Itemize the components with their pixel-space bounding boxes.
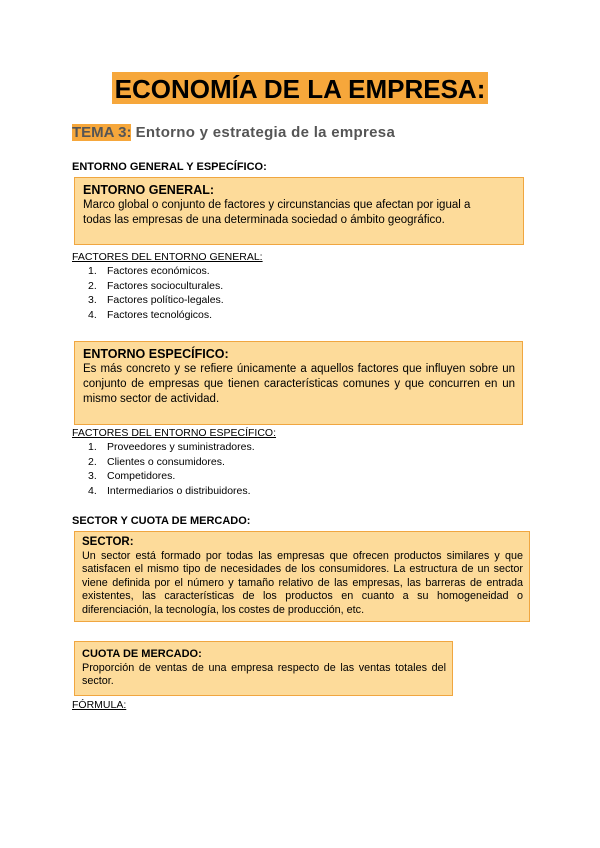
list-item: 2. Clientes o consumidores. bbox=[88, 455, 225, 468]
box-text: Es más concreto y se refiere únicamente a aquellos factores que influyen sobre un conjunto de empresas que tienen características comunes y que concurren en un mismo sector de actividad. bbox=[83, 363, 515, 405]
subheading-factores-general: FACTORES DEL ENTORNO GENERAL: bbox=[72, 251, 263, 263]
section-heading-sector: SECTOR Y CUOTA DE MERCADO: bbox=[72, 515, 251, 527]
definition-box-sector bbox=[74, 531, 530, 622]
definition-box-cuota bbox=[74, 641, 453, 696]
box-line-1: Marco global o conjunto de factores y circunstancias que afectan por igual a bbox=[83, 199, 471, 211]
box-title-sector: SECTOR: bbox=[82, 536, 134, 548]
box-title-cuota: CUOTA DE MERCADO: bbox=[82, 648, 202, 660]
section-heading-entorno: ENTORNO GENERAL Y ESPECÍFICO: bbox=[72, 161, 267, 173]
topic-heading bbox=[72, 124, 395, 141]
list-item: 1. Factores económicos. bbox=[88, 265, 210, 277]
topic-label: TEMA 3: bbox=[72, 124, 132, 141]
box-text: Un sector está formado por todas las empresas que ofrecen productos similares y que satisfacen el mismo tipo de necesidades de los consumidores. La estructura de un sector viene definida por el número y tamaño relativo de las empresas, las barreras de entrada existentes, las características de los productos en cuanto a su homogeneidad o diferenciación, la tecnología, los costes de producción, etc. bbox=[82, 549, 523, 616]
document-title: ECONOMÍA DE LA EMPRESA: bbox=[112, 72, 489, 104]
list-item: 3. Competidores. bbox=[88, 470, 176, 482]
box-text: Proporción de ventas de una empresa respecto de las ventas totales del sector. bbox=[82, 661, 446, 687]
definition-box-entorno-especifico bbox=[74, 341, 523, 425]
definition-box-entorno-general bbox=[74, 177, 524, 245]
subheading-factores-especifico: FACTORES DEL ENTORNO ESPECÍFICO: bbox=[72, 427, 277, 439]
box-title-entorno-especifico: ENTORNO ESPECÍFICO: bbox=[83, 347, 229, 361]
list-item: 3. Factores político-legales. bbox=[88, 294, 224, 306]
topic-text: Entorno y estrategia de la empresa bbox=[135, 124, 396, 141]
list-factores-general bbox=[88, 264, 224, 322]
list-item: 2. Factores socioculturales. bbox=[88, 279, 224, 292]
list-item: 1. Proveedores y suministradores. bbox=[88, 441, 255, 453]
list-factores-especifico bbox=[88, 440, 255, 498]
box-title-entorno-general: ENTORNO GENERAL: bbox=[83, 183, 215, 197]
subheading-formula: FÓRMULA: bbox=[72, 699, 127, 711]
title-wrapper bbox=[0, 72, 600, 104]
list-item: 4. Factores tecnológicos. bbox=[88, 308, 213, 321]
box-line-2: todas las empresas de una determinada sociedad o ámbito geográfico. bbox=[83, 214, 445, 226]
list-item: 4. Intermediarios o distribuidores. bbox=[88, 484, 251, 497]
